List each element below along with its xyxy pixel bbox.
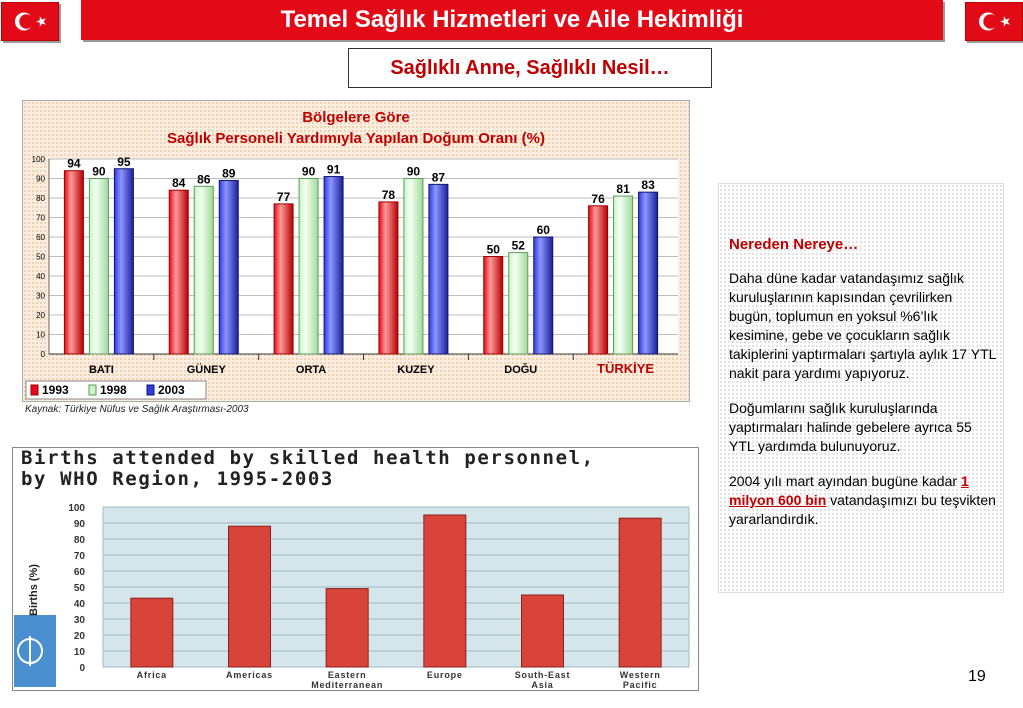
info-panel (718, 183, 1004, 593)
who-category-label: South-East (514, 670, 571, 680)
who-category-label: Asia (531, 680, 554, 690)
bar-2003 (324, 177, 343, 354)
turkish-flag-icon (1, 2, 59, 41)
who-y-tick-label: 90 (73, 519, 85, 530)
regional-births-chart (22, 100, 690, 402)
who-category-label: Western (619, 670, 661, 680)
category-label: BATI (88, 364, 114, 376)
bar-2003 (219, 180, 238, 354)
who-y-tick-label: 80 (73, 535, 85, 546)
who-y-axis-label: Births (%) (28, 564, 40, 616)
bar-1998 (194, 186, 213, 354)
y-tick-label: 30 (36, 291, 45, 301)
info-paragraph-3 (729, 472, 997, 529)
y-tick-label: 50 (36, 252, 45, 262)
who-y-tick-label: 40 (73, 599, 85, 610)
who-category-label: Eastern (327, 670, 367, 680)
who-bar (522, 595, 564, 667)
data-label: 83 (641, 178, 655, 193)
who-y-tick-label: 30 (73, 615, 85, 626)
info-paragraph-3-end: vatandaşımızı bu teşvikten yararlandırdık. (729, 492, 996, 527)
y-tick-label: 70 (36, 213, 45, 223)
data-label: 90 (92, 164, 106, 179)
bar-2003 (429, 184, 448, 354)
y-tick-label: 80 (36, 194, 45, 203)
who-births-chart (12, 447, 699, 691)
data-label: 95 (117, 154, 131, 169)
y-tick-label: 20 (36, 311, 45, 320)
who-emblem-icon (14, 615, 56, 687)
y-tick-label: 10 (36, 330, 45, 340)
category-label: KUZEY (397, 364, 435, 376)
who-bar (424, 515, 466, 667)
bar-1993 (379, 202, 398, 354)
y-tick-label: 0 (40, 350, 45, 359)
legend-label: 2003 (158, 383, 185, 397)
data-label: 87 (431, 170, 446, 185)
who-bar (131, 598, 173, 667)
who-category-label: Africa (136, 670, 167, 680)
y-tick-label: 60 (36, 233, 45, 242)
category-label: GÜNEY (186, 364, 226, 376)
category-label: TÜRKİYE (597, 361, 655, 376)
who-y-tick-label: 0 (79, 663, 85, 674)
bar-1998 (404, 179, 423, 355)
data-label: 50 (486, 242, 500, 257)
data-label: 86 (197, 172, 211, 187)
y-tick-label: 90 (36, 174, 45, 184)
bar-1993 (64, 171, 83, 354)
bar-1998 (299, 179, 318, 355)
who-chart-title-line1: Births attended by skilled health personnel, (21, 448, 595, 469)
data-label: 91 (326, 162, 341, 177)
bar-1993 (274, 204, 293, 354)
legend-label: 1998 (100, 383, 127, 397)
data-label: 60 (536, 223, 550, 237)
info-highlight: 1 milyon 600 bin (729, 473, 969, 508)
who-category-label: Europe (426, 670, 463, 680)
category-label: DOĞU (504, 364, 538, 376)
bar-1993 (484, 257, 503, 355)
page-title: Temel Sağlık Hizmetleri ve Aile Hekimliği (81, 0, 943, 40)
turkish-flag-icon (965, 2, 1023, 41)
data-label: 94 (67, 156, 81, 171)
bar-2003 (534, 237, 553, 354)
who-y-tick-label: 50 (73, 583, 85, 594)
bar-1998 (89, 179, 108, 355)
who-y-tick-label: 100 (68, 503, 85, 514)
chart-subtitle: Sağlık Personeli Yardımıyla Yapılan Doğum Oranı (%) (167, 130, 545, 147)
who-births-chart-svg (13, 448, 698, 690)
y-tick-label: 40 (36, 272, 45, 281)
who-bar (619, 518, 661, 667)
who-y-tick-label: 20 (73, 631, 85, 642)
info-paragraph-2: Doğumlarını sağlık kuruluşlarında yaptırmaları halinde gebelere ayrıca 55 YTL yardımda bulunuyoruz. (729, 400, 972, 454)
who-bar (229, 526, 271, 667)
info-paragraph-3-start: 2004 yılı mart ayından bugüne kadar (729, 473, 958, 489)
chart-title: Bölgelere Göre (302, 109, 410, 126)
legend-swatch-1998 (89, 385, 96, 395)
data-label: 81 (616, 182, 630, 197)
page-number: 19 (968, 668, 986, 685)
legend-label: 1993 (42, 383, 69, 397)
bar-1993 (589, 206, 608, 354)
who-y-tick-label: 70 (73, 551, 85, 562)
who-category-label: Mediterranean (311, 680, 384, 690)
who-category-label: Americas (226, 670, 273, 680)
data-label: 89 (222, 166, 236, 181)
legend-swatch-2003 (147, 385, 154, 395)
data-label: 84 (172, 176, 186, 191)
bar-1993 (169, 190, 188, 354)
bar-1998 (509, 253, 528, 354)
info-title: Nereden Nereye… (729, 236, 859, 253)
data-label: 52 (511, 238, 525, 253)
data-label: 90 (301, 164, 316, 179)
y-tick-label: 100 (31, 155, 45, 164)
who-category-label: Pacific (622, 680, 658, 690)
bar-1998 (614, 196, 633, 354)
category-label: ORTA (295, 364, 327, 376)
data-label: 78 (381, 187, 396, 202)
bar-2003 (639, 192, 658, 354)
info-paragraph-1: Daha düne kadar vatandaşımız sağlık kuruluşlarının kapısından çevrilirken bugün, toplumun en yoksul %6’lık kesimine, gebe ve çocukların sağlık takiplerini yaptırmaları şartıyla aylık 17 YTL nakit para yardımı yapıyoruz. (729, 270, 996, 381)
data-label: 76 (591, 191, 605, 206)
who-chart-title-line2: by WHO Region, 1995-2003 (21, 468, 334, 490)
slide-subtitle: Sağlıklı Anne, Sağlıklı Nesil… (348, 48, 712, 88)
source-note: Kaynak: Türkiye Nüfus ve Sağlık Araştırması-2003 (25, 404, 249, 415)
who-bar (326, 589, 368, 667)
data-label: 90 (406, 164, 421, 179)
bar-2003 (114, 169, 133, 354)
data-label: 77 (276, 189, 291, 204)
who-y-tick-label: 60 (73, 567, 85, 578)
regional-births-chart-svg (23, 101, 689, 401)
legend-swatch-1993 (31, 385, 38, 395)
who-y-tick-label: 10 (73, 647, 85, 658)
